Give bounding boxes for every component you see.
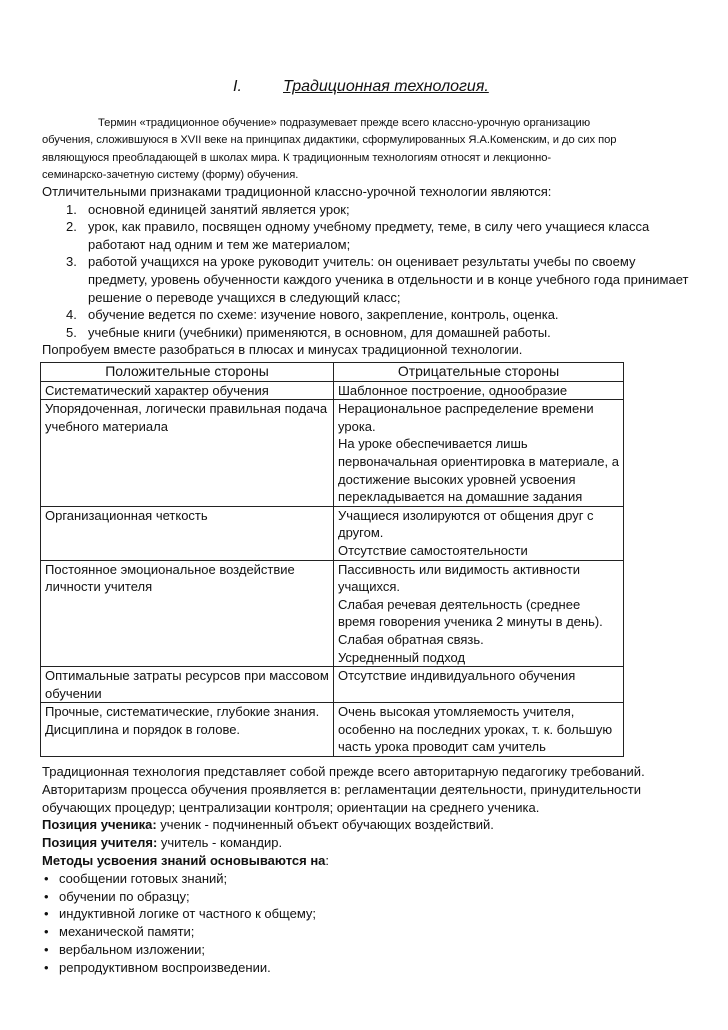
method-text: вербальном изложении; <box>59 941 206 957</box>
methods-label: Методы усвоения знаний основываются на <box>42 852 326 868</box>
positive-cell: Оптимальные затраты ресурсов при массовом обучении <box>41 667 334 703</box>
negative-cell <box>334 400 624 507</box>
negative-line: Пассивность или видимость активности учащихся. <box>338 561 581 595</box>
table-row <box>41 506 624 560</box>
negative-line: Шаблонное построение, однообразие <box>338 382 568 398</box>
positive-cell: Постоянное эмоциональное воздействие личности учителя <box>41 560 334 667</box>
table-lead-in: Попробуем вместе разобраться в плюсах и минусах традиционной технологии. <box>42 342 523 358</box>
list-item <box>42 923 702 941</box>
positive-cell: Организационная четкость <box>41 506 334 560</box>
positive-cell: Систематический характер обучения <box>41 381 334 400</box>
intro-line: Термин «традиционное обучение» подразумевает прежде всего классно-урочную организацию <box>98 117 591 129</box>
list-item <box>42 218 692 253</box>
positive-cell: Прочные, систематические, глубокие знания. Дисциплина и порядок в голове. <box>41 703 334 757</box>
intro-line: обучения, сложившуюся в XVII веке на принципах дидактики, сформулированных Я.А.Коменским, и до сих пор <box>42 134 617 147</box>
conclusion-paragraph: Традиционная технология представляет собой прежде всего авторитарную педагогику требований. Авторитаризм процесса обучения проявляется в: регламентации деятельности, принудительности обучающих процедур; централизации контроля; ориентации на среднего ученика. <box>42 764 645 815</box>
negative-line: На уроке обеспечивается лишь первоначальная ориентировка в материале, а достижение высоких уровней усвоения перекладывается на домашние задания <box>338 436 619 505</box>
teacher-text: учитель - командир. <box>157 835 283 851</box>
list-item <box>42 870 702 888</box>
methods-colon: : <box>325 852 330 868</box>
list-text: обучение ведется по схеме: изучение нового, закрепление, контроль, оценка. <box>88 307 559 323</box>
features-heading: Отличительными признаками традиционной классно-урочной технологии являются: <box>42 184 552 199</box>
bullet-icon: • <box>44 906 49 922</box>
header-negative: Отрицательные стороны <box>334 363 624 382</box>
list-text: учебные книги (учебники) применяются, в основном, для домашней работы. <box>88 324 551 340</box>
list-item <box>42 888 702 906</box>
negative-line: Усредненный подход <box>338 649 466 665</box>
bullet-icon: • <box>44 924 49 940</box>
table-header-row <box>41 363 624 382</box>
bullet-icon: • <box>44 959 49 975</box>
methods-list <box>42 870 702 977</box>
intro-paragraph <box>42 115 692 185</box>
bullet-icon: • <box>44 870 49 886</box>
method-text: индуктивной логике от частного к общему; <box>59 906 317 922</box>
method-text: механической памяти; <box>59 924 195 940</box>
student-position <box>42 816 702 834</box>
method-text: сообщении готовых знаний; <box>59 870 228 886</box>
list-item <box>42 324 692 342</box>
methods-heading <box>42 852 702 870</box>
negative-line: Учащиеся изолируются от общения друг с другом. <box>338 507 594 541</box>
table-row <box>41 381 624 400</box>
list-number: 3. <box>66 254 77 270</box>
section-number: I. <box>233 78 242 95</box>
negative-cell <box>334 506 624 560</box>
teacher-label: Позиция учителя: <box>42 835 158 851</box>
method-text: репродуктивном воспроизведении. <box>59 959 271 975</box>
list-text: урок, как правило, посвящен одному учебному предмету, теме, в силу чего учащиеся класса работают над одним и тем же материалом; <box>88 219 650 252</box>
list-text: основной единицей занятий является урок; <box>88 201 350 217</box>
section-heading: Традиционная технология. <box>283 78 489 95</box>
table-row <box>41 667 624 703</box>
method-text: обучении по образцу; <box>59 888 190 904</box>
conclusion-section <box>42 763 702 977</box>
bullet-icon: • <box>44 888 49 904</box>
student-text: ученик - подчиненный объект обучающих воздействий. <box>156 817 494 833</box>
negative-cell <box>334 560 624 667</box>
student-label: Позиция ученика: <box>42 817 157 833</box>
bullet-icon: • <box>44 941 49 957</box>
list-text: работой учащихся на уроке руководит учитель: он оценивает результаты учебы по своему предмету, уровень обученности каждого ученика в отдельности и в конце учебного года принимает решение о переводе учащихся в следующий класс; <box>88 254 689 305</box>
teacher-position <box>42 834 702 852</box>
list-item <box>42 306 692 324</box>
list-number: 1. <box>66 201 77 217</box>
negative-line: Отсутствие самостоятельности <box>338 542 528 558</box>
list-item <box>42 201 692 219</box>
table-row <box>41 560 624 667</box>
table-row <box>41 400 624 507</box>
negative-cell <box>334 703 624 757</box>
list-number: 5. <box>66 324 77 340</box>
pros-cons-table <box>40 362 624 757</box>
features-section <box>42 183 692 359</box>
features-list <box>42 201 692 342</box>
negative-line: Слабая речевая деятельность (среднее время говорения ученика 2 минуты в день). <box>338 596 603 630</box>
list-item <box>42 905 702 923</box>
intro-line: являющуюся преобладающей в школах мира. К традиционным технологиям относят и лекционно- <box>42 151 552 164</box>
negative-line: Отсутствие индивидуального обучения <box>338 668 576 684</box>
positive-cell: Упорядоченная, логически правильная подача учебного материала <box>41 400 334 507</box>
list-item <box>42 253 692 306</box>
list-number: 4. <box>66 307 77 323</box>
list-number: 2. <box>66 219 77 235</box>
negative-line: Очень высокая утомляемость учителя, особенно на последних уроках, т. к. большую часть урока проводит сам учитель <box>338 704 613 755</box>
intro-line: семинарско-зачетную систему (форму) обучения. <box>42 169 299 182</box>
negative-cell <box>334 381 624 400</box>
negative-line: Нерациональное распределение времени урока. <box>338 401 594 434</box>
table-row <box>41 703 624 757</box>
list-item <box>42 941 702 959</box>
negative-cell <box>334 667 624 703</box>
negative-line: Слабая обратная связь. <box>338 631 484 647</box>
list-item <box>42 959 702 977</box>
header-positive: Положительные стороны <box>41 363 334 382</box>
